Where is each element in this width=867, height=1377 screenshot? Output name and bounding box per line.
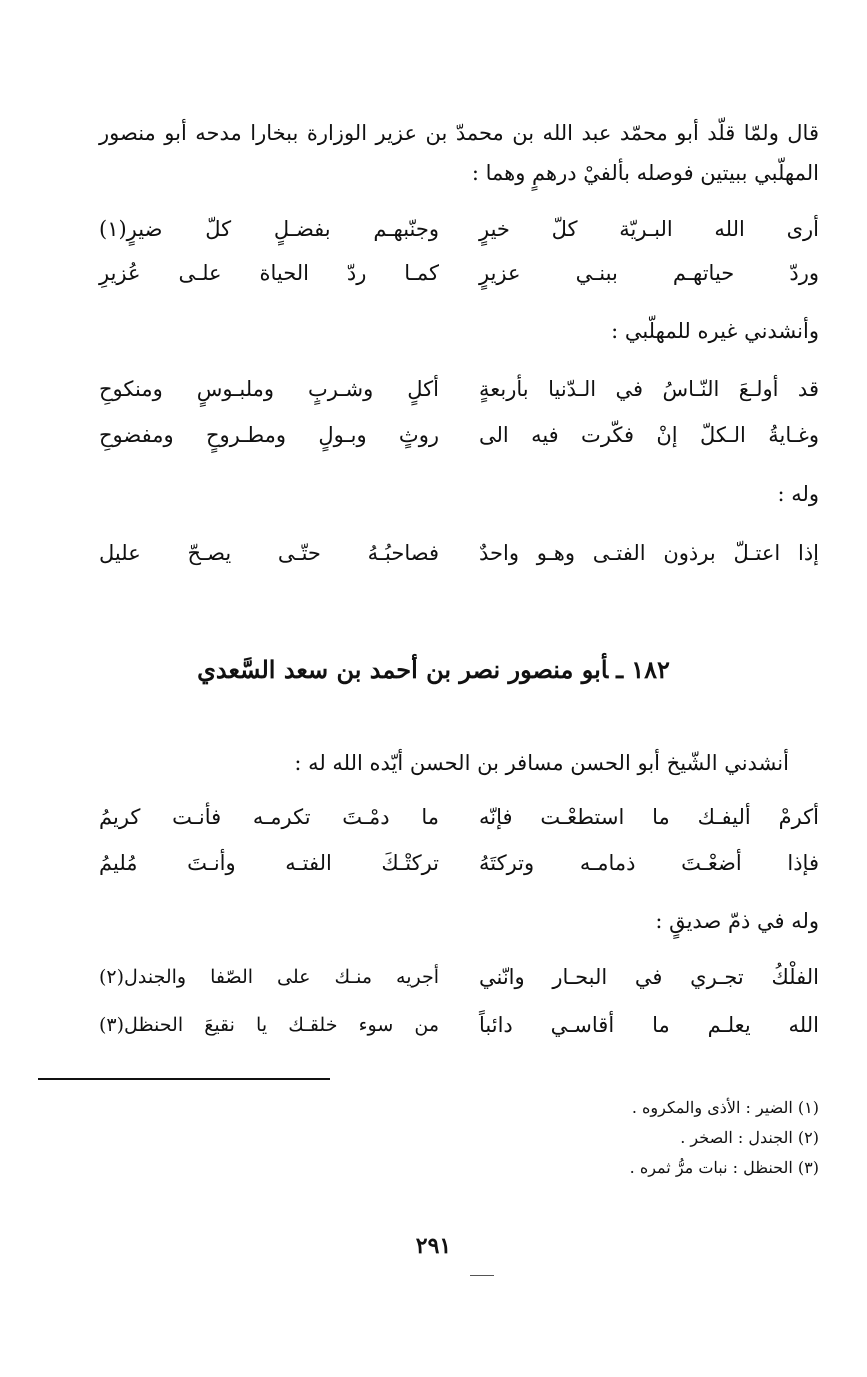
poem4-verse-1 bbox=[99, 796, 819, 838]
footnote-1: (١) الضير : الأذى والمكروه . bbox=[631, 1098, 819, 1117]
intro4-line: أنشدني الشّيخ أبو الحسن مسافر بن الحسن أيّده الله له : bbox=[294, 751, 789, 775]
hemistich-right: وغـايةُ الـكلّ إنْ فكّرت فيه الى bbox=[479, 423, 819, 447]
hemistich-right: الفلْكُ تجـري في البحـار وانّني bbox=[479, 965, 819, 989]
section-number: ١٨٢ bbox=[631, 655, 670, 684]
hemistich-left: أجريه منـك على الصّفا والجندل(٢) bbox=[99, 966, 439, 988]
hemistich-left: تركتْـكَ الفتـه وأنـتَ مُليمُ bbox=[99, 851, 439, 875]
section-title: أبو منصور نصر بن أحمد بن سعد السَّعدي bbox=[197, 655, 609, 684]
hemistich-left: روثٍ وبـولٍ ومطـروحٍ ومفضوحِ bbox=[99, 423, 439, 447]
poem1-verse-1 bbox=[99, 208, 819, 250]
hemistich-left: ما دمْـتَ تكرمـه فأنـت كريمُ bbox=[99, 805, 439, 829]
hemistich-left: فصاحبُـهُ حتّـى يصـحّ عليل bbox=[99, 541, 439, 565]
intro-paragraph: قال ولمّا قلّد أبو محمّد عبد الله بن محمدّ بن عزير الوزارة ببخارا مدحه أبو منصور المهلّبي ببيتين فوصله بألفيْ درهمٍ وهما : bbox=[99, 121, 819, 185]
footnote-separator bbox=[38, 1078, 330, 1080]
poem3-verse-1 bbox=[99, 532, 819, 574]
hemistich-right: أرى الله البـريّة كلّ خيرٍ bbox=[479, 217, 819, 241]
hemistich-right: وردّ حياتهـم ببنـي عزيرٍ bbox=[479, 261, 819, 285]
poem5-verse-1 bbox=[99, 956, 819, 998]
hemistich-left: وجنّبهـم بفضـلٍ كلّ ضيرٍ(١) bbox=[99, 217, 439, 241]
intro5-line: وله في ذمّ صديقٍ : bbox=[655, 909, 819, 933]
footnote-3: (٣) الحنظل : نبات مرُّ ثمره . bbox=[629, 1158, 819, 1177]
hemistich-right: الله يعلـم ما أقاسـي دائباً bbox=[479, 1013, 819, 1037]
section-dash: ـ bbox=[616, 655, 624, 684]
poem2-verse-1 bbox=[99, 368, 819, 410]
intro3-line: وله : bbox=[777, 482, 819, 506]
poem2-verse-2 bbox=[99, 414, 819, 456]
hemistich-right: أكرمْ أليفـك ما استطعْـت فإنّه bbox=[479, 805, 819, 829]
section-heading bbox=[0, 648, 867, 692]
hemistich-left: من سوء خلقـك يا نقيعَ الحنظل(٣) bbox=[99, 1014, 439, 1036]
hemistich-left: كمـا ردّ الحياة علـى عُزيرِ bbox=[99, 261, 439, 285]
page-number-underline bbox=[470, 1275, 494, 1276]
poem1-verse-2 bbox=[99, 252, 819, 294]
poem5-verse-2 bbox=[99, 1004, 819, 1046]
hemistich-left: أكلٍ وشـربٍ وملبـوسٍ ومنكوحِ bbox=[99, 377, 439, 401]
poem4-verse-2 bbox=[99, 842, 819, 884]
footnote-2: (٢) الجندل : الصخر . bbox=[680, 1128, 819, 1147]
intro2-line: وأنشدني غيره للمهلّبي : bbox=[611, 319, 819, 343]
hemistich-right: فإذا أضعْـتَ ذمامـه وتركتَهُ bbox=[479, 851, 819, 875]
page-number: ٢٩١ bbox=[415, 1233, 452, 1259]
hemistich-right: قد أولـعَ النّـاسُ في الـدّنيا بأربعةٍ bbox=[479, 377, 819, 401]
hemistich-right: إذا اعتـلّ برذون الفتـى وهـو واحدٌ bbox=[479, 541, 819, 565]
